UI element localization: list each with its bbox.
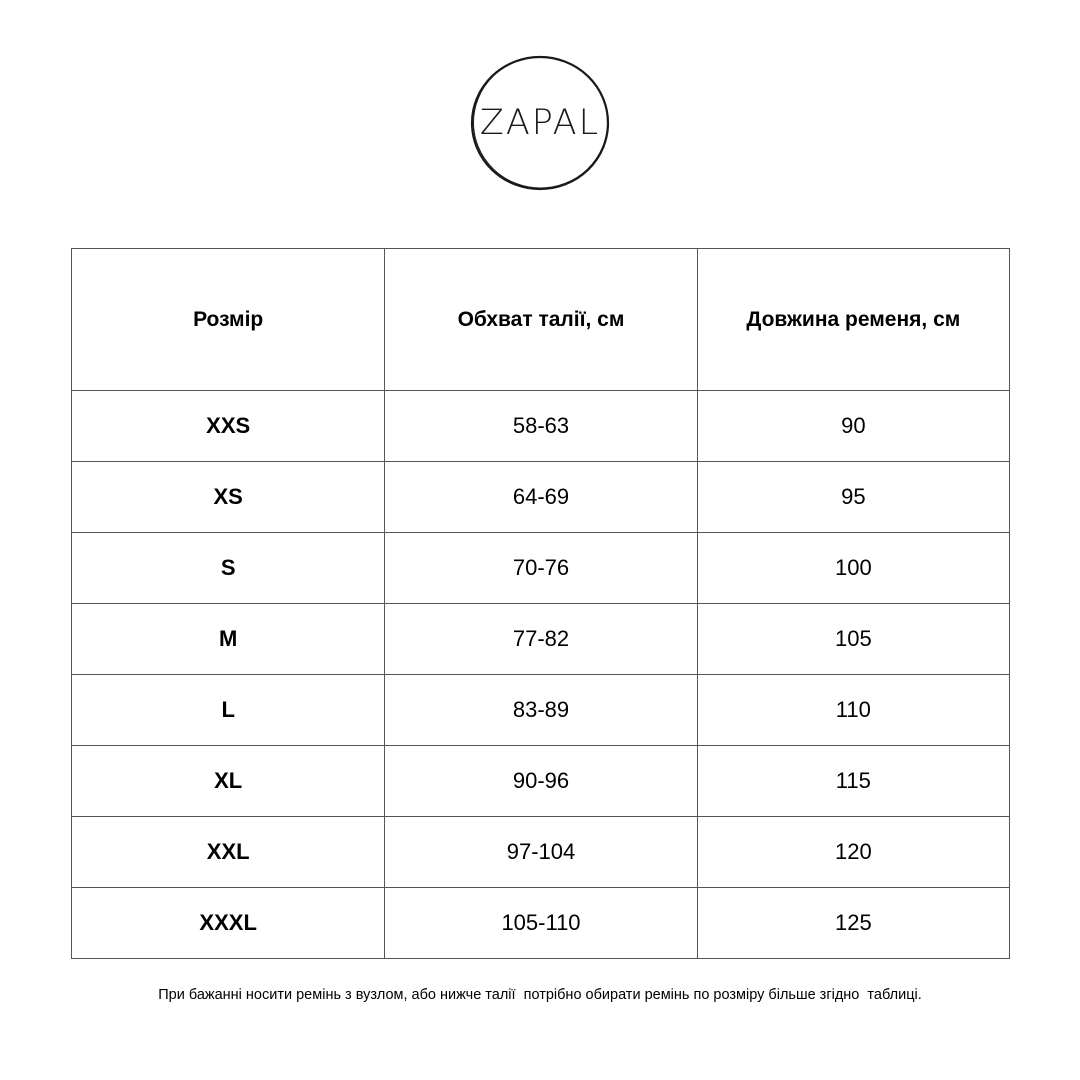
table-row xyxy=(72,675,1010,746)
waist-cell: 97-104 xyxy=(385,817,697,888)
size-cell: L xyxy=(72,675,385,746)
table-row xyxy=(72,604,1010,675)
belt-length-cell: 115 xyxy=(697,746,1009,817)
footnote-text: При бажанні носити ремінь з вузлом, або нижче талії потрібно обирати ремінь по розміру більше згідно таблиці. xyxy=(158,987,922,1003)
header-waist: Обхват талії, см xyxy=(385,249,697,391)
table-row xyxy=(72,533,1010,604)
table-row xyxy=(72,888,1010,959)
table-row xyxy=(72,746,1010,817)
size-cell: S xyxy=(72,533,385,604)
waist-cell: 77-82 xyxy=(385,604,697,675)
belt-length-cell: 120 xyxy=(697,817,1009,888)
brand-logo xyxy=(468,53,612,193)
belt-length-cell: 100 xyxy=(697,533,1009,604)
belt-length-cell: 105 xyxy=(697,604,1009,675)
size-chart-table xyxy=(71,248,1010,959)
size-cell: XXL xyxy=(72,817,385,888)
size-cell: M xyxy=(72,604,385,675)
belt-length-cell: 125 xyxy=(697,888,1009,959)
table-header-row xyxy=(72,249,1010,391)
waist-cell: 58-63 xyxy=(385,391,697,462)
belt-length-cell: 110 xyxy=(697,675,1009,746)
size-cell: XXS xyxy=(72,391,385,462)
header-size: Розмір xyxy=(72,249,385,391)
waist-cell: 83-89 xyxy=(385,675,697,746)
logo-text: ZAPAL xyxy=(479,103,601,143)
size-cell: XXXL xyxy=(72,888,385,959)
size-cell: XL xyxy=(72,746,385,817)
belt-length-cell: 95 xyxy=(697,462,1009,533)
size-cell: XS xyxy=(72,462,385,533)
waist-cell: 70-76 xyxy=(385,533,697,604)
waist-cell: 90-96 xyxy=(385,746,697,817)
waist-cell: 105-110 xyxy=(385,888,697,959)
table-row xyxy=(72,462,1010,533)
header-belt-length: Довжина ременя, см xyxy=(697,249,1009,391)
belt-length-cell: 90 xyxy=(697,391,1009,462)
waist-cell: 64-69 xyxy=(385,462,697,533)
table-row xyxy=(72,817,1010,888)
table-row xyxy=(72,391,1010,462)
